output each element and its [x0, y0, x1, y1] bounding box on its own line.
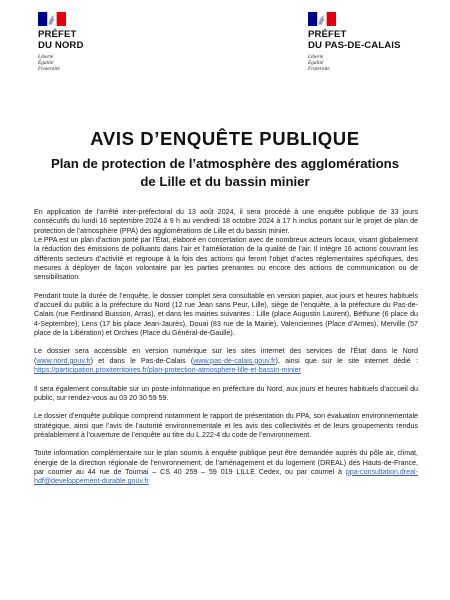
- paragraph-online-access: Le dossier sera accessible en version numérique sur les sites internet des services de l’État dans le Nord (www.nord.gouv.fr) et dans le Pas-de-Calais (www.pas-de-calais.gouv.fr), ainsi que sur le site internet dédié : https://participation.proxiterritoires.fr/plan-protection-atmosphere-lille-et-bassin-minier: [34, 347, 418, 375]
- notice-body: [34, 208, 418, 487]
- page-title: AVIS D’ENQUÊTE PUBLIQUE: [90, 128, 360, 149]
- prefecture-name: DU NORD: [38, 39, 84, 51]
- prefecture-name: DU PAS-DE-CALAIS: [308, 39, 401, 51]
- paragraph-dossier-content: Le dossier d’enquête publique comprend notamment le rapport de présentation du PPA, son évaluation environnementale stratégique, ainsi que l’avis de l’autorité environnementale et les avis des collectivités et de leurs groupements rendus préalablement à l’ouverture de l’enquête au titre du L.222-4 du code de l’environnement.: [34, 412, 418, 439]
- prefet-nord-logo: [38, 12, 83, 72]
- participation-website-link[interactable]: https://participation.proxiterritoires.fr/plan-protection-atmosphere-lille-et-bassin-minier: [34, 366, 301, 375]
- paragraph-application: En application de l’arrêté inter-préfectoral du 13 août 2024, il sera procédé à une enquête publique de 33 jours consécutifs du lundi 16 septembre 2024 à 9 h au vendredi 18 octobre 2024 à 17 h inclus portant sur le projet de plan de protection de l’atmosphère (PPA) des agglomérations de Lille et du bassin minier.: [34, 208, 418, 235]
- paragraph-consultation-locations: Pendant toute la durée de l’enquête, le dossier complet sera consultable en version papier, aux jours et heures habituels d’accueil du public à la préfecture du Nord (12 rue Jean sans Peur, Lille), siège de l’enquête, à la préfecture du Pas-de-Calais (rue Ferdinand Buisson, Arras), et dans les mairies suivantes : Lille (place Augustin Laurent), Béthune (6 place du 4-Septembre), Lens (17 bis place Jean-Jaurès), Douai (83 rue de la Mairie), Valenciennes (Place d’Armes), Merville (57 place de la Libération) et Orchies (Place du Général-de-Gaulle).: [34, 291, 418, 338]
- prefet-pas-de-calais-logo: [308, 12, 401, 72]
- paragraph-contact-info: Toute information complémentaire sur le plan soumis à enquête publique peut être demandée auprès du pôle air, climat, énergie de la direction régionale de l’environnement, de l’aménagement et du logement (DREAL) des Hauts-de-France, par courrier au 44 rue de Tournai – CS 40 259 – 59 019 LILLE Cedex, ou par courriel à ppa-consultation.dreal-hdf@developpement-durable.gouv.fr: [34, 449, 418, 486]
- republic-motto: Liberté Égalité Fraternité: [308, 54, 330, 72]
- republic-motto: Liberté Égalité Fraternité: [38, 54, 60, 72]
- paragraph-ppa-description: Le PPA est un plan d’action porté par l’État, élaboré en concertation avec de nombreux acteurs locaux, visant globalement la réduction des émissions de polluants dans l’air et l’amélioration de la qualité de l’air. Il intègre 16 actions couvrant les différents secteurs d’activité et regroupe à la fois des actions qui feront l’objet d’actes réglementaires spécifiques, des mesures à déployer de façon volontaire par les parties prenantes ou encore des actions de communication ou de sensibilisation.: [34, 236, 418, 282]
- marianne-icon: [38, 12, 66, 26]
- prefet-label: PRÉFET: [308, 29, 347, 40]
- subtitle: Plan de protection de l’atmosphère des agglomérations de Lille et du bassin minier: [50, 156, 400, 189]
- dreal-email-link[interactable]: ppa-consultation.dreal-hdf@developpement-durable.gouv.fr: [34, 467, 418, 486]
- marianne-icon: [308, 12, 336, 26]
- title-block: [0, 128, 450, 190]
- header: [0, 12, 450, 82]
- prefet-label: PRÉFET: [38, 29, 77, 40]
- paragraph-computer-access: Il sera également consultable sur un poste informatique en préfecture du Nord, aux jours et heures habituels d’accueil du public, sur rendez-vous au 03 20 30 59 59.: [34, 384, 418, 402]
- pas-de-calais-website-link[interactable]: www.pas-de-calais.gouv.fr: [193, 356, 276, 365]
- nord-website-link[interactable]: www.nord.gouv.fr: [36, 356, 91, 365]
